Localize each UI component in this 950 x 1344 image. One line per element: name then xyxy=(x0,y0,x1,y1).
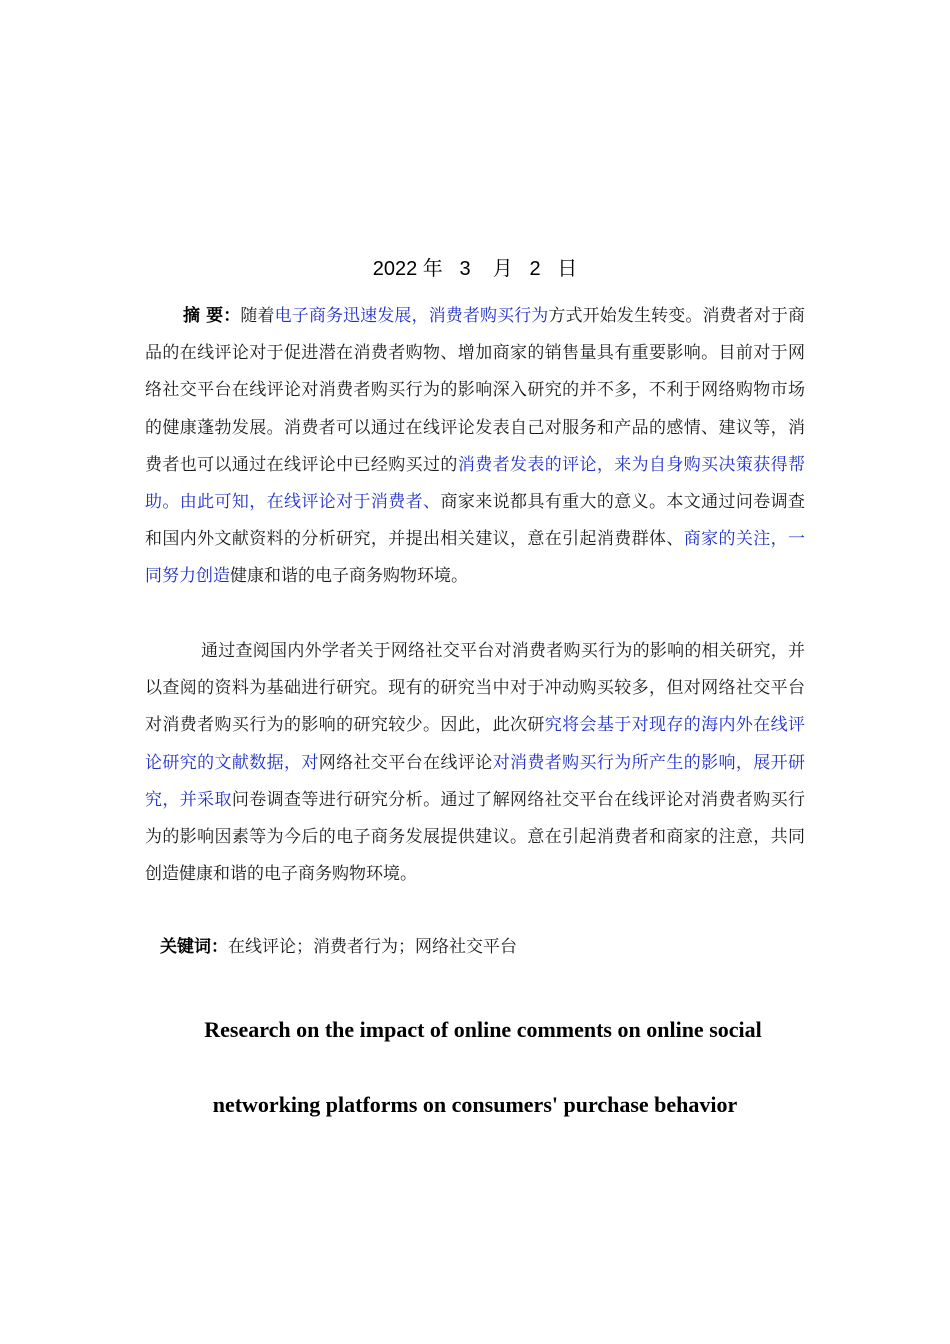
body-seg-3: 对消费者购买行为所产生的影响，展开研究，并采取 xyxy=(145,752,806,810)
document-date: 2022 年 3 月 2 日 xyxy=(372,258,578,280)
abstract-seg-0: 随着 xyxy=(240,306,275,326)
body-seg-1: 究将会基于对现存的海内外在线评论研究的文献数据，对 xyxy=(145,715,805,773)
body-paragraph xyxy=(145,633,805,893)
keywords-value: 在线评论；消费者行为；网络社交平台 xyxy=(228,937,517,957)
body-seg-4: 问卷调查等进行研究分析。通过了解网络社交平台在线评论对消费者购买行为的影响因素等为今后的电子商务发展提供建议。意在引起消费者和商家的注意，共同创造健康和谐的电子商务购物环境。 xyxy=(145,789,806,885)
body-seg-2: 网络社交平台在线评论 xyxy=(318,752,493,773)
keywords-line xyxy=(160,932,517,957)
abstract-seg-6: 健康和谐的电子商务购物环境。 xyxy=(230,566,468,587)
abstract-paragraph xyxy=(145,298,805,596)
english-title-line-1: Research on the impact of online comments on online social xyxy=(204,1017,762,1042)
abstract-seg-1: 电子商务迅速发展，消费者购买行为 xyxy=(274,306,549,326)
body-seg-0: 通过查阅国内外学者关于网络社交平台对消费者购买行为的影响的相关研究，并以查阅的资料为基础进行研究。现有的研究当中对于冲动购买较多，但对网络社交平台对消费者购买行为的影响的研究较少。因此，此次研 xyxy=(145,641,805,736)
abstract-seg-5: 商家的关注，一同努力创造 xyxy=(145,529,806,587)
abstract-label: 摘 要： xyxy=(183,306,241,326)
english-title-line-2: networking platforms on consumers' purchase behavior xyxy=(212,1092,738,1117)
abstract-seg-2: 方式开始发生转变。消费者对于商品的在线评论对于促进潜在消费者购物、增加商家的销售量具有重要影响。目前对于网络社交平台在线评论对消费者购买行为的影响深入研究的并不多，不利于网络购物市场的健康蓬勃发展。消费者可以通过在线评论发表自己对服务和产品的感情、建议等，消费者也可以通过在线评论中已经购买过的 xyxy=(145,306,806,475)
abstract-seg-4: 商家来说都具有重大的意义。本文通过问卷调查和国内外文献资料的分析研究，并提出相关建议，意在引起消费群体、 xyxy=(145,492,806,550)
keywords-label: 关键词： xyxy=(160,937,228,957)
abstract-seg-3: 消费者发表的评论，来为自身购买决策获得帮助。由此可知，在线评论对于消费者、 xyxy=(145,454,806,513)
